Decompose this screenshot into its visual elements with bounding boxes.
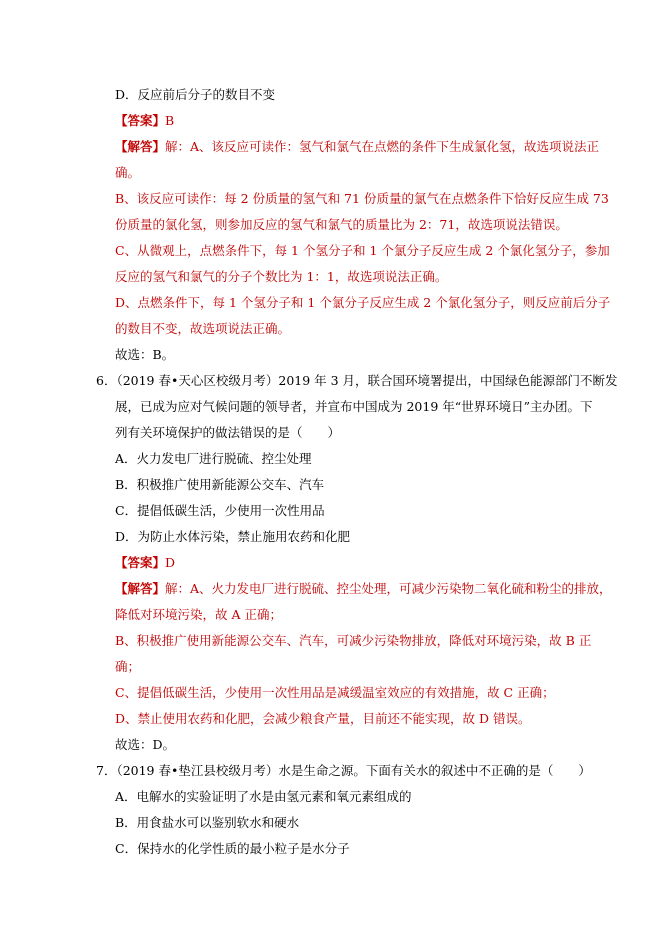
question-6-stem: 展，已成为应对气候问题的领导者，并宣布中国成为 2019 年“世界环境日”主办团。下 (115, 399, 593, 414)
conclusion: 故选：D。 (115, 737, 176, 752)
analysis-text: B、该反应可读作：每 2 份质量的氢气和 71 份质量的氯气在点燃条件下恰好反应生成 73 (115, 191, 609, 206)
conclusion: 故选：B。 (115, 347, 175, 362)
option-a: A．电解水的实验证明了水是由氢元素和氧元素组成的 (115, 789, 412, 804)
analysis-text: D、禁止使用农药和化肥，会减少粮食产量，目前还不能实现，故 D 错误。 (115, 711, 531, 726)
question-6-stem: 列有关环境保护的做法错误的是（ ） (115, 425, 341, 440)
analysis-text: 确。 (115, 165, 141, 180)
analysis-tag: 【解答】 (115, 139, 166, 154)
analysis-text: C、提倡低碳生活，少使用一次性用品是减缓温室效应的有效措施，故 C 正确； (115, 685, 555, 700)
analysis-text: 的数目不变，故选项说法正确。 (115, 321, 291, 336)
analysis-text: 反应的氢气和氯气的分子个数比为 1：1，故选项说法正确。 (115, 269, 448, 284)
analysis-text: B、积极推广使用新能源公交车、汽车，可减少污染物排放，降低对环境污染，故 B 正 (115, 633, 592, 648)
option-c: C．提倡低碳生活，少使用一次性用品 (115, 503, 325, 518)
analysis-text: 降低对环境污染，故 A 正确； (115, 607, 282, 622)
option-b: B．积极推广使用新能源公交车、汽车 (115, 477, 325, 492)
option-d: D．反应前后分子的数目不变 (115, 87, 276, 102)
answer-tag: 【答案】 (115, 555, 166, 570)
analysis-text: 解：A、该反应可读作：氢气和氯气在点燃的条件下生成氯化氢，故选项说法正 (165, 139, 600, 154)
analysis-text: 确； (115, 659, 141, 674)
analysis-line (115, 139, 599, 155)
option-a: A．火力发电厂进行脱硫、控尘处理 (115, 451, 312, 466)
answer-value: D (165, 555, 176, 570)
analysis-text: 份质量的氯化氢，则参加反应的氢气和氯气的质量比为 2：71，故选项说法错误。 (115, 217, 568, 232)
answer-tag: 【答案】 (115, 113, 166, 128)
answer-line (115, 555, 175, 571)
analysis-tag: 【解答】 (115, 581, 166, 596)
question-6-stem: 6．（2019 春•天心区校级月考）2019 年 3 月，联合国环境署提出，中国绿色能源部门不断发 (96, 373, 618, 388)
analysis-text: C、从微观上，点燃条件下，每 1 个氢分子和 1 个氯分子反应生成 2 个氯化氢分子，参加 (115, 243, 610, 258)
analysis-text: D、点燃条件下，每 1 个氢分子和 1 个氯分子反应生成 2 个氯化氢分子，则反应前后分子 (115, 295, 611, 310)
option-d: D．为防止水体污染，禁止施用农药和化肥 (115, 529, 351, 544)
question-7-stem: 7．（2019 春•垫江县校级月考）水是生命之源。下面有关水的叙述中不正确的是（ ） (96, 763, 591, 778)
answer-line (115, 113, 174, 129)
answer-value: B (165, 113, 175, 128)
option-c: C．保持水的化学性质的最小粒子是水分子 (115, 841, 350, 856)
analysis-line (115, 581, 612, 597)
analysis-text: 解：A、火力发电厂进行脱硫、控尘处理，可减少污染物二氧化硫和粉尘的排放， (165, 581, 612, 596)
option-b: B．用食盐水可以鉴别软水和硬水 (115, 815, 300, 830)
